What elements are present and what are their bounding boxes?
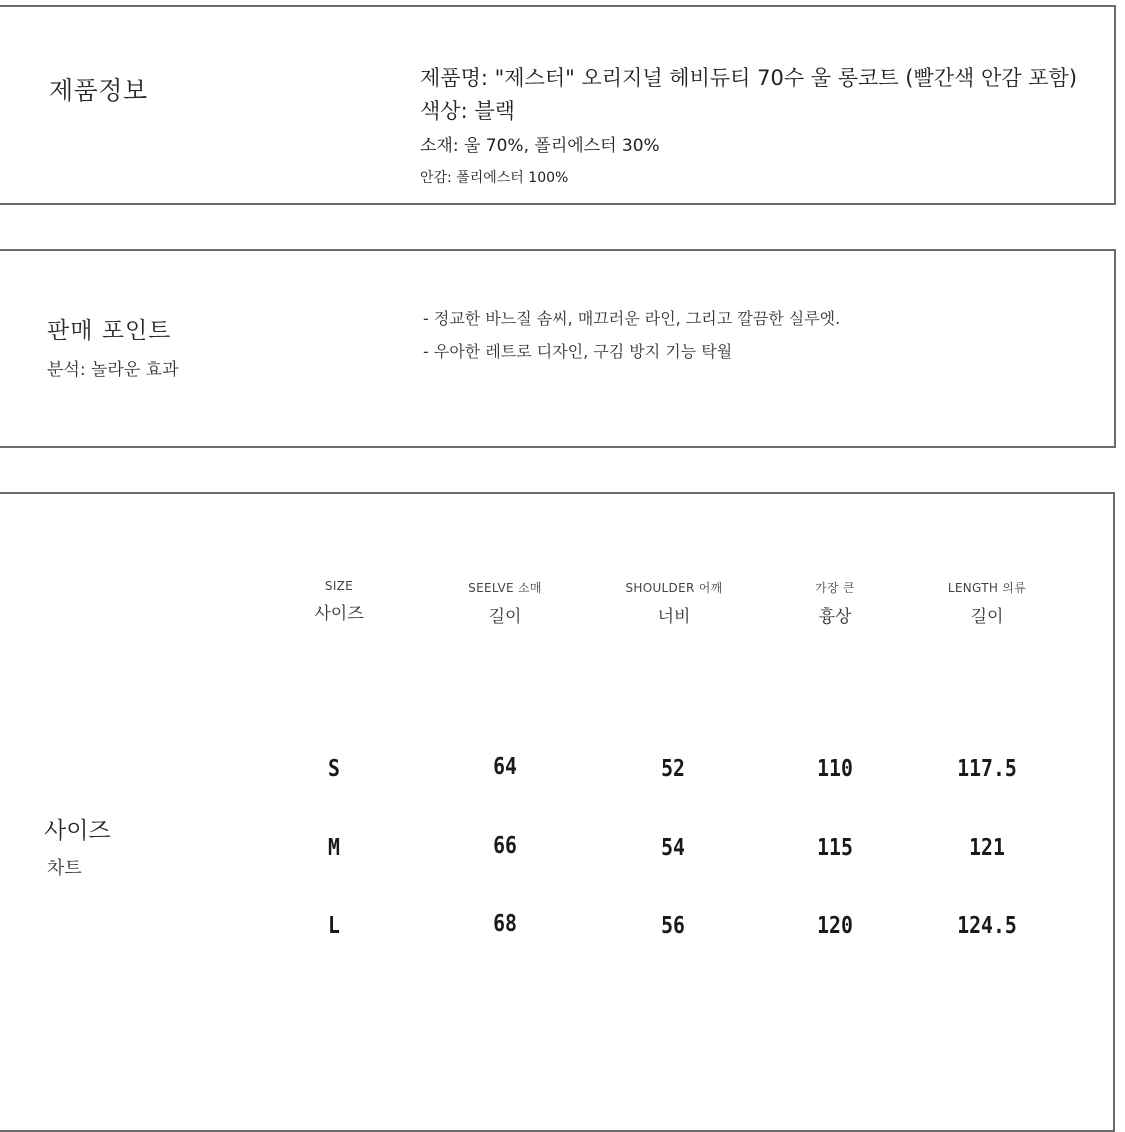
header-size-en: SIZE <box>324 579 354 593</box>
table-cell-shoulder: 56 <box>661 913 685 939</box>
header-sleeve <box>425 579 585 627</box>
product-material: 소재: 울 70%, 폴리에스터 30% <box>420 136 660 156</box>
header-length-en: LENGTH 의류 <box>947 581 1027 595</box>
sales-point-title: 판매 포인트 <box>47 318 172 344</box>
table-cell-size: M <box>328 835 340 861</box>
product-info-title: 제품정보 <box>49 76 148 105</box>
table-cell-sleeve: 68 <box>493 911 517 937</box>
header-length <box>907 579 1067 627</box>
sales-point-section <box>0 249 1116 448</box>
table-cell-length: 117.5 <box>957 756 1017 782</box>
table-cell-shoulder: 54 <box>661 835 685 861</box>
header-shoulder-ko: 너비 <box>657 607 691 627</box>
table-cell-bust: 110 <box>817 756 853 782</box>
table-cell-size: L <box>328 913 340 939</box>
header-size <box>259 579 419 624</box>
table-cell-shoulder: 52 <box>661 756 685 782</box>
product-name: 제품명: "제스터" 오리지널 헤비듀티 70수 울 롱코트 (빨간색 안감 포함) <box>420 66 1078 90</box>
header-shoulder-en: SHOULDER 어깨 <box>625 581 723 595</box>
table-cell-bust: 115 <box>817 835 853 861</box>
product-color: 색상: 블랙 <box>420 99 515 123</box>
header-bust-ko: 흉상 <box>818 607 852 627</box>
product-lining: 안감: 폴리에스터 100% <box>420 170 569 186</box>
table-cell-size: S <box>328 756 340 782</box>
size-chart-title: 사이즈 <box>44 818 111 844</box>
table-cell-sleeve: 64 <box>493 754 517 780</box>
table-cell-sleeve: 66 <box>493 833 517 859</box>
header-sleeve-ko: 길이 <box>488 607 522 627</box>
header-shoulder <box>594 579 754 627</box>
header-length-ko: 길이 <box>970 607 1004 627</box>
table-cell-length: 124.5 <box>957 913 1017 939</box>
size-chart-section <box>0 492 1115 1132</box>
table-cell-bust: 120 <box>817 913 853 939</box>
size-chart-subtitle: 차트 <box>47 858 82 879</box>
header-sleeve-en: SEELVE 소매 <box>468 581 542 595</box>
sales-point-item: - 우아한 레트로 디자인, 구김 방지 기능 탁월 <box>423 342 733 361</box>
header-bust-en: 가장 큰 <box>815 581 855 595</box>
sales-point-item: - 정교한 바느질 솜씨, 매끄러운 라인, 그리고 깔끔한 실루엣. <box>423 309 841 328</box>
product-info-section <box>0 5 1116 205</box>
header-size-ko: 사이즈 <box>314 604 364 624</box>
header-bust <box>755 579 915 627</box>
sales-point-subtitle: 분석: 놀라운 효과 <box>47 360 179 380</box>
table-cell-length: 121 <box>969 835 1005 861</box>
